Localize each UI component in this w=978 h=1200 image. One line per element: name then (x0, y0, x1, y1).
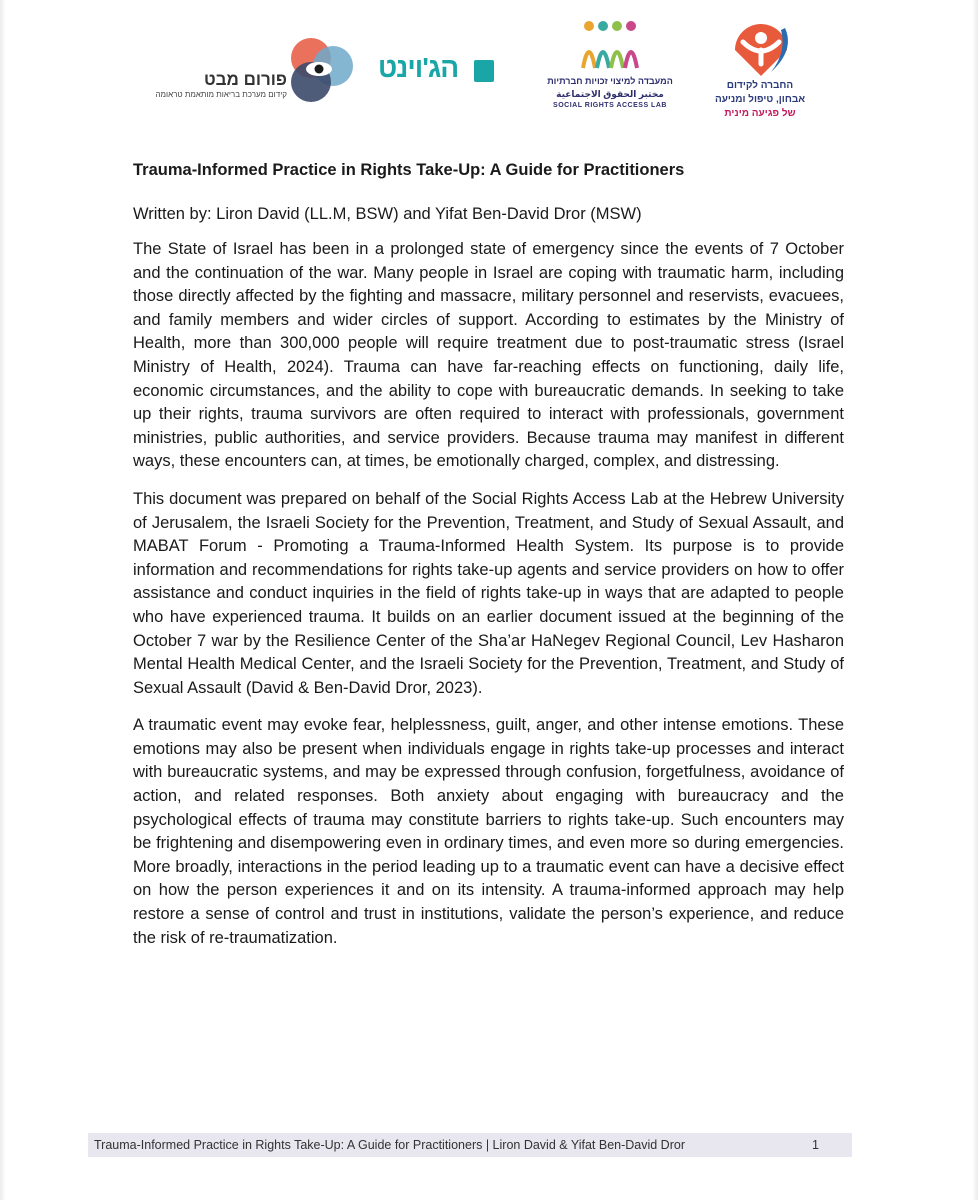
joint-logo (378, 52, 498, 92)
document-body (133, 158, 844, 950)
logo-header (0, 18, 978, 128)
page-footer (88, 1133, 852, 1157)
mabat-circles-icon (289, 32, 355, 112)
joint-mark-icon (474, 60, 494, 82)
document-authors: Written by: Liron David (LL.M, BSW) and Yifat Ben-David Dror (MSW) (133, 205, 642, 223)
document-title: Trauma-Informed Practice in Rights Take-Up: A Guide for Practitioners (133, 161, 685, 179)
mabat-forum-logo (155, 32, 355, 112)
body-paragraph: A traumatic event may evoke fear, helplessness, guilt, anger, and other intense emotions. These emotions may also be present when individuals engage in rights take-up processes and interact with bureaucratic systems, and may be expressed through confusion, forgetfulness, avoidance of action, and related responses. Both anxiety about engaging with bureaucracy and the psychological effects of trauma may constitute barriers to rights take-up. Such encounters may be frightening and disempowering even in ordinary times, and even more so during emergencies. More broadly, interactions in the period leading up to a traumatic event can have a decisive effect on how the person experiences it and on its intensity. A trauma-informed approach may help restore a sense of control and trust in institutions, validate the person’s experience, and reduce the risk of re-traumatization. (133, 716, 844, 947)
social-rights-lab-logo (540, 18, 680, 118)
body-paragraph: The State of Israel has been in a prolonged state of emergency since the events of 7 October and the continuation of the war. Many people in Israel are coping with traumatic harm, including those directly affected by the fighting and massacre, military personnel and reservists, evacuees, and family members and wider circles of support. According to estimates by the Ministry of Health, more than 300,000 people will require treatment due to post-traumatic stress (Israel Ministry of Health, 2024). Trauma can have far-reaching effects on functioning, daily life, economic circumstances, and the ability to cope with bureaucratic demands. In seeking to take up their rights, trauma survivors are often required to interact with professionals, government ministries, public authorities, and service providers. Because trauma may manifest in different ways, these encounters can, at times, be emotionally charged, complex, and distressing. (133, 240, 844, 471)
joint-name: הג'וינט (378, 52, 459, 83)
israeli-society-logo (705, 20, 815, 120)
mabat-name: פורום מבט (203, 70, 287, 89)
rights-lab-arabic: مختبر الحقوق الاجتماعية (556, 89, 664, 99)
page-number: 1 (812, 1138, 819, 1152)
rights-lab-figures-icon (575, 18, 645, 74)
society-line-2: אבחון, טיפול ומניעה (714, 94, 806, 105)
mabat-tagline: קידום מערכת בריאות מותאמת טראומה (155, 90, 287, 99)
body-paragraph: This document was prepared on behalf of the Social Rights Access Lab at the Hebrew University of Jerusalem, the Israeli Society for the Prevention, Treatment, and Study of Sexual Assault, and MABAT Forum - Promoting a Trauma-Informed Health System. Its purpose is to provide information and recommendations for rights take-up agents and service providers on how to offer assistance and conduct inquiries in the field of rights take-up in ways that are adapted to people who have experienced trauma. It builds on an earlier document issued at the beginning of the October 7 war by the Resilience Center of the Sha’ar HaNegev Regional Council, Lev Hasharon Mental Health Medical Center, and the Israeli Society for the Prevention, Treatment, and Study of Sexual Assault (David & Ben-David Dror, 2023). (133, 489, 844, 697)
rights-lab-hebrew: המעבדה למיצוי זכויות חברתיות (547, 76, 673, 86)
society-line-1: החברה לקידום (726, 80, 794, 91)
society-line-3: של פגיעה מינית (724, 108, 796, 119)
society-figure-icon (725, 20, 797, 78)
page-edge-right (972, 0, 978, 1200)
rights-lab-english: SOCIAL RIGHTS ACCESS LAB (553, 102, 667, 109)
footer-text: Trauma-Informed Practice in Rights Take-Up: A Guide for Practitioners | Liron David & Yifat Ben-David Dror (94, 1138, 685, 1152)
page-edge-left (0, 0, 6, 1200)
